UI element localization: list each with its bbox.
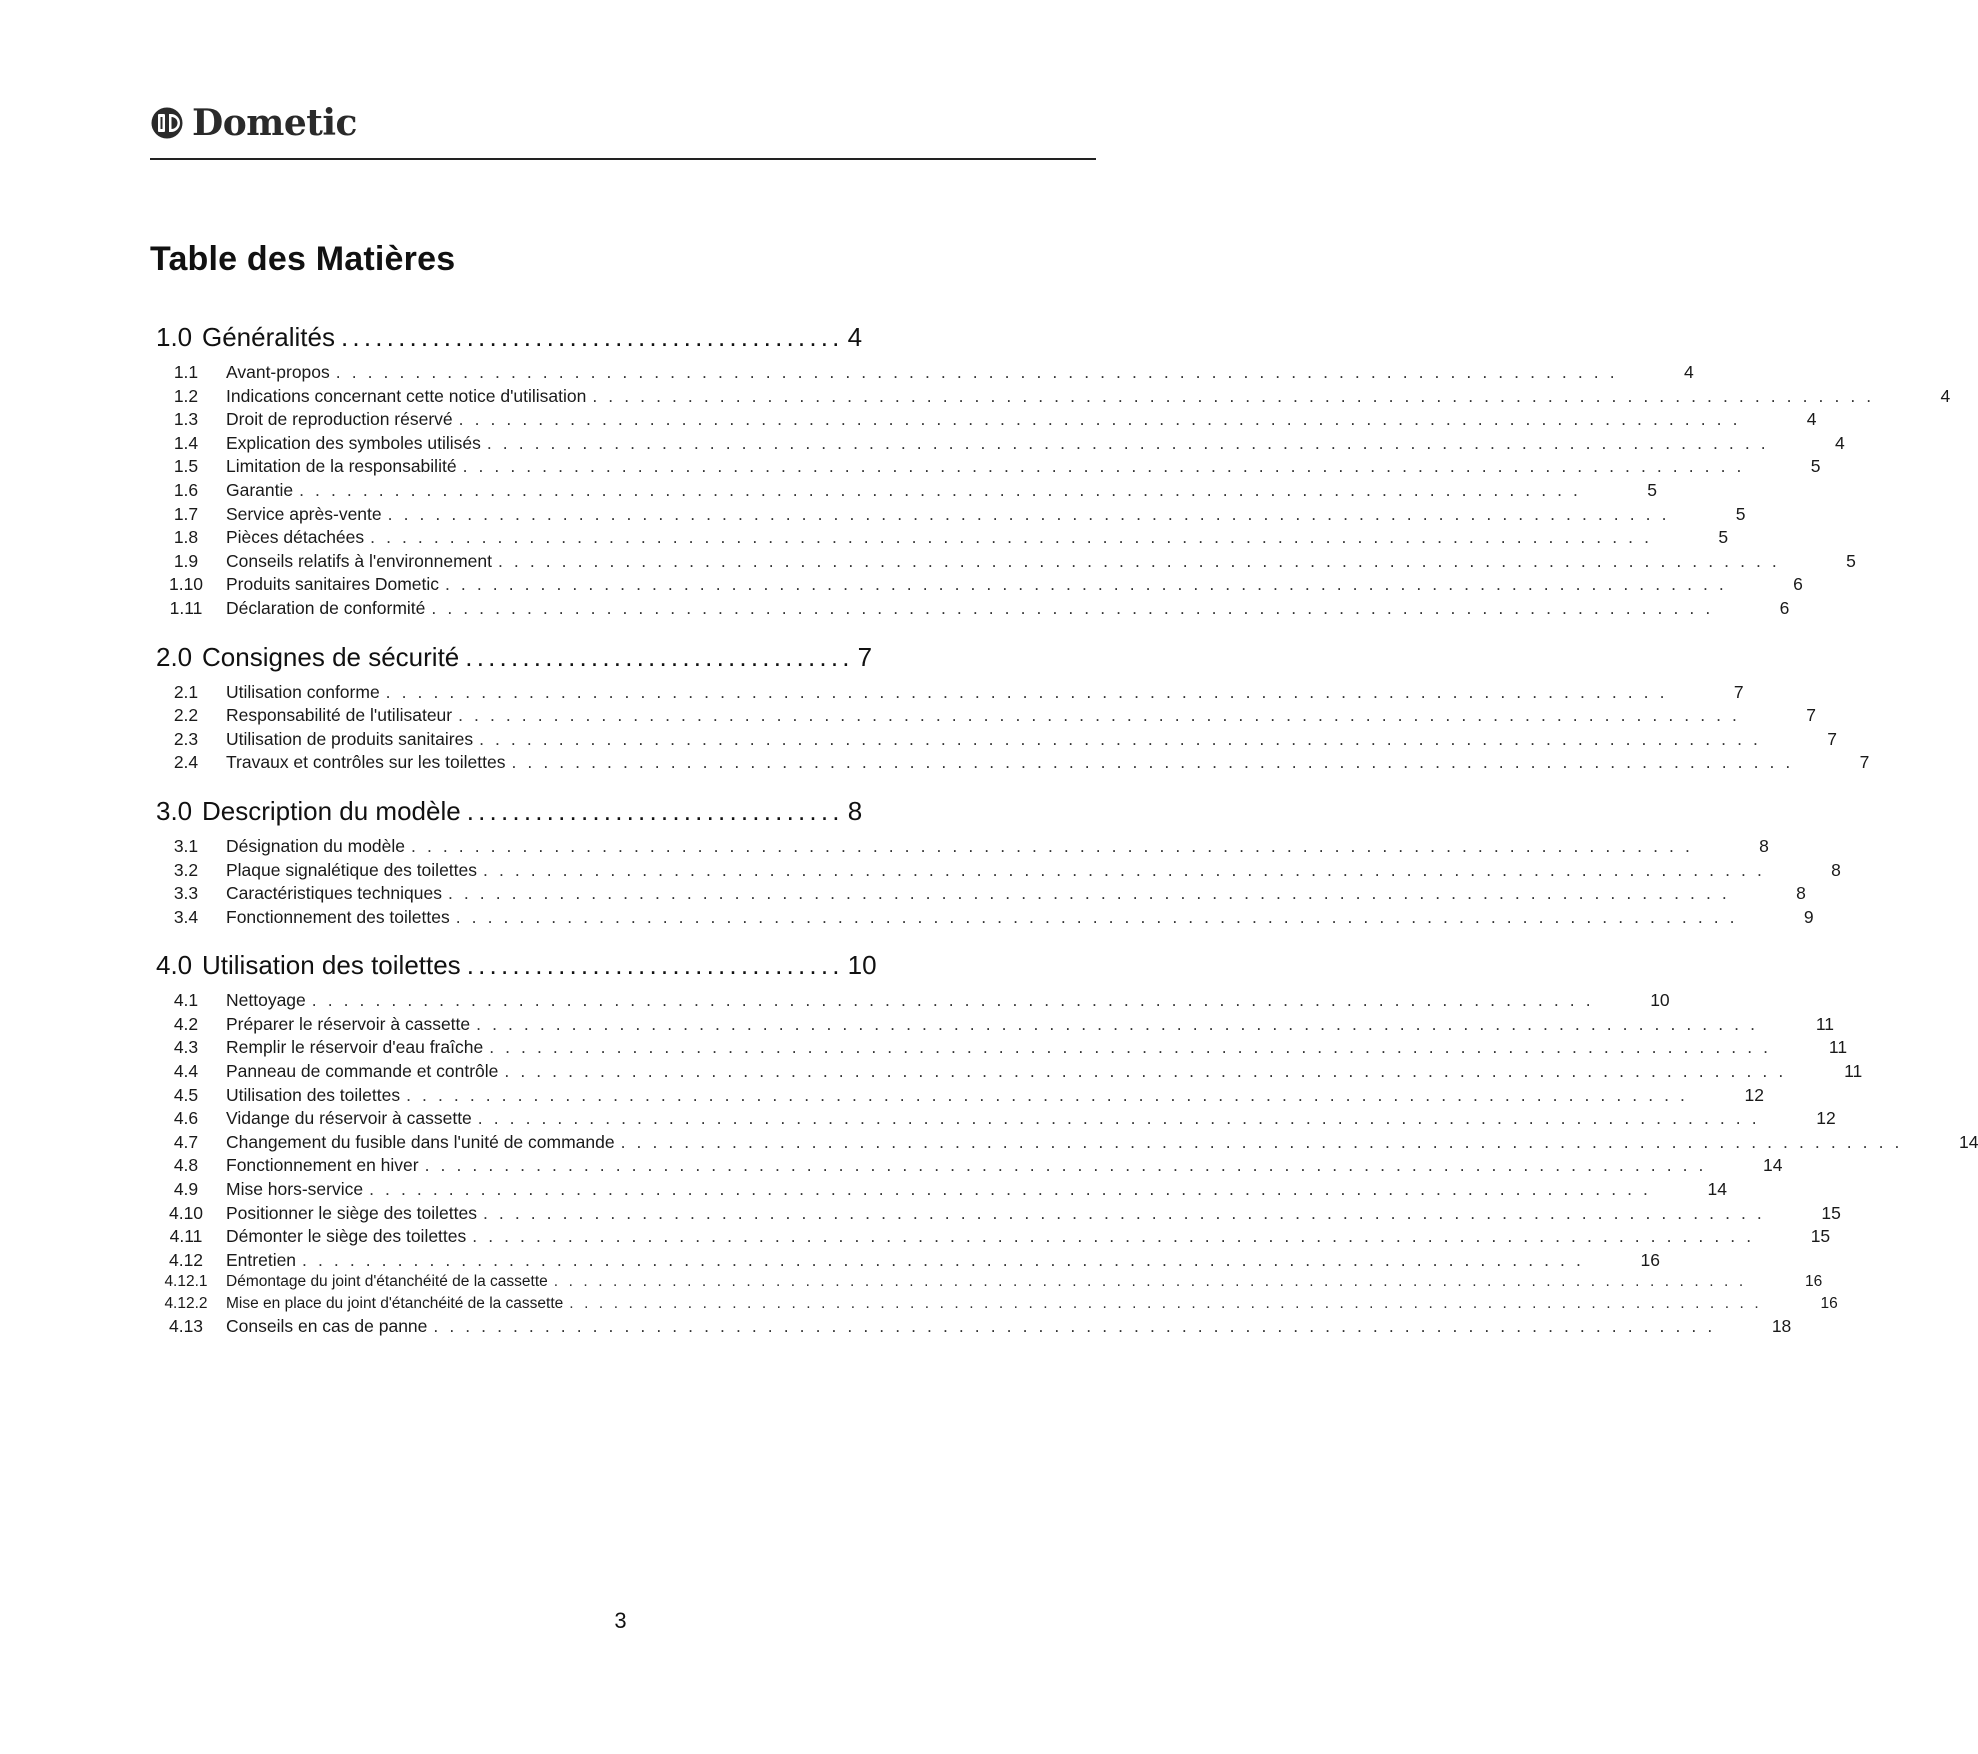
- toc-entry-number: 1.3: [173, 409, 199, 430]
- toc-entry[interactable]: [150, 503, 1746, 528]
- toc-entry[interactable]: [150, 550, 1856, 575]
- toc-entry-number: 2.1: [173, 681, 199, 702]
- toc-dot-leader: . . . . . . . . . . . . . . . . . . . . . . . . . . . . . . . . . . . . . . . . . . . . . . . . . . . . . . . . . . . . . . . . . . . . . . . . . . . . . . . . .: [433, 1316, 1716, 1337]
- toc-dot-leader: . . . . . . . . . . . . . . . . . . . . . . . . . . . . . . . . . . . . . . . . . . . . . . . . . . . . . . . . . . . . . . . . . . . . . . . . . . . . . . . . .: [482, 1202, 1765, 1223]
- toc-entry-page: 10: [1650, 990, 1670, 1011]
- toc-entry-title: Déclaration de conformité: [226, 597, 426, 618]
- toc-section: [150, 322, 1951, 622]
- toc-entry-page: 5: [1846, 550, 1856, 571]
- toc-section-title: Consignes de sécurité: [202, 641, 460, 672]
- toc-entry-title: Fonctionnement en hiver: [226, 1155, 419, 1176]
- toc-entry-title: Utilisation conforme: [226, 681, 380, 702]
- toc-section-heading[interactable]: [150, 796, 1110, 836]
- toc-entry-page: 11: [1828, 1037, 1848, 1058]
- toc-dot-leader: . . . . . . . . . . . . . . . . . . . . . . . . . . . . . . . . . . . . . . . . . . . . . . . . . . . . . . . . . . . . . . . . . . . . . . . . . . . . . . . . .: [406, 1084, 1689, 1105]
- table-of-contents: [150, 322, 1978, 1360]
- toc-dot-leader: . . . . . . . . . . . . . . . . . . . . . . . . . . . . . . . . . . . . . . . . . . . . . . . . . . . . . . . . . . . . . . . . . . . . . . . . . . . . . . . . .: [369, 1179, 1652, 1200]
- toc-dot-leader: . . . . . . . . . . . . . . . . . . . . . . . . . . . . . . . . . . . . . . . . . . . . . . . . . . . . . . . . . . . . . . . . . . . . . . . . . . . . . . . . .: [335, 362, 1618, 382]
- toc-entry-title: Pièces détachées: [226, 527, 365, 548]
- toc-entry[interactable]: [150, 883, 1806, 907]
- dometic-logo-icon: [150, 106, 184, 140]
- toc-entry-page: 7: [1806, 705, 1816, 726]
- toc-entry[interactable]: [150, 1131, 1978, 1156]
- toc-entry-title: Produits sanitaires Dometic: [226, 574, 439, 595]
- toc-entry-title: Préparer le réservoir à cassette: [226, 1013, 471, 1034]
- toc-entry-title: Plaque signalétique des toilettes: [226, 859, 478, 880]
- toc-entry-number: 4.8: [173, 1155, 199, 1176]
- toc-entry-number: 2.4: [173, 752, 199, 773]
- toc-entry-title: Fonctionnement des toilettes: [226, 906, 450, 927]
- toc-dot-leader: . . . . . . . . . . . . . . . . . . . . . . . . . . . . . . . . . . . . . . . . . . . . . . . . . . . . . . . . . . . . . . . . . . . . . . . . . . . . . . . . .: [489, 1037, 1772, 1058]
- toc-entry-title: Utilisation de produits sanitaires: [226, 728, 474, 749]
- toc-dot-leader: . . . . . . . . . . . . . . . . . . . . . . . . . . . . . . . . . . . . . . . . . . . . . . . . . . . . . . . . . . . . . . . . . . . . . . . . . . . . . . . . .: [486, 432, 1769, 453]
- toc-entry[interactable]: [150, 1155, 1783, 1179]
- toc-entry-page: 4: [1940, 385, 1951, 406]
- toc-dot-leader: . . . . . . . . . . . . . . . . . . . . . . . . . . . . . . . . . . . . . . . . . . . . . . . . . . . . . . . . . . . . . . . . . . . . . . . . . . . . . . . . .: [592, 385, 1875, 406]
- toc-entry-number: 4.1: [173, 990, 199, 1011]
- toc-entry-number: 1.11: [169, 597, 203, 618]
- toc-entry-number: 4.13: [168, 1316, 204, 1337]
- toc-entry-title: Garantie: [226, 479, 294, 500]
- toc-entry-title: Explication des symboles utilisés: [226, 432, 481, 453]
- toc-dot-leader: . . . . . . . . . . . . . . . . . . . . . . . . . . . . . . . . . . . . . . . . . . . . . . . . . . . . . . . . . . . . . . . . . . . . . . . . . . . . . . . . .: [424, 1155, 1707, 1176]
- toc-entry[interactable]: [150, 1294, 1838, 1317]
- toc-entry-number: 4.2: [173, 1013, 199, 1034]
- toc-entry[interactable]: [150, 362, 1694, 386]
- toc-entry-number: 1.2: [173, 385, 199, 406]
- toc-entry-page: 5: [1647, 479, 1658, 500]
- toc-entry-number: 1.1: [173, 362, 199, 382]
- toc-entry-page: 4: [1683, 362, 1694, 382]
- toc-dot-leader: ............................................: [340, 322, 844, 352]
- toc-entry-number: 4.10: [168, 1202, 204, 1223]
- toc-dot-leader: .................................: [466, 795, 844, 826]
- toc-entry[interactable]: [150, 705, 1816, 729]
- toc-entry[interactable]: [150, 597, 1790, 622]
- toc-entry-page: 18: [1771, 1316, 1792, 1337]
- toc-entry-page: 5: [1718, 527, 1729, 548]
- toc-entry-title: Démontage du joint d'étanchéité de la cassette: [226, 1273, 548, 1291]
- toc-entry-title: Changement du fusible dans l'unité de commande: [226, 1131, 615, 1152]
- toc-entry-title: Mise hors-service: [226, 1179, 364, 1200]
- toc-entry-page: 16: [1820, 1294, 1838, 1312]
- toc-section-number: 1.0: [156, 322, 193, 352]
- toc-entry[interactable]: [150, 1061, 1863, 1085]
- toc-entry-number: 1.10: [168, 574, 204, 595]
- toc-entry-title: Désignation du modèle: [226, 835, 406, 856]
- toc-dot-leader: . . . . . . . . . . . . . . . . . . . . . . . . . . . . . . . . . . . . . . . . . . . . . . . . . . . . . . . . . . . . . . . . . . . . . . . . . . . . . . . . .: [387, 503, 1670, 524]
- toc-entry-page: 8: [1759, 835, 1769, 856]
- toc-entry-page: 6: [1793, 574, 1803, 595]
- toc-entry-title: Démonter le siège des toilettes: [226, 1226, 467, 1247]
- toc-entry-number: 4.5: [173, 1084, 199, 1105]
- toc-entry-number: 1.9: [173, 550, 199, 571]
- brand-name: Dometic: [192, 102, 357, 144]
- toc-entry-page: 8: [1796, 883, 1806, 904]
- toc-entry-number: 3.2: [173, 859, 199, 880]
- toc-entry-page: 15: [1821, 1202, 1841, 1223]
- toc-entry-page: 4: [1835, 432, 1845, 453]
- toc-dot-leader: . . . . . . . . . . . . . . . . . . . . . . . . . . . . . . . . . . . . . . . . . . . . . . . . . . . . . . . . . . . . . . . . . . . . . . . . . . . . . . . . .: [411, 835, 1693, 856]
- toc-dot-leader: . . . . . . . . . . . . . . . . . . . . . . . . . . . . . . . . . . . . . . . . . . . . . . . . . . . . . . . . . . . . . . . . . . . . . . . . . . . . . . . . .: [569, 1294, 1762, 1312]
- toc-entry-number: 4.4: [173, 1061, 199, 1082]
- toc-dot-leader: . . . . . . . . . . . . . . . . . . . . . . . . . . . . . . . . . . . . . . . . . . . . . . . . . . . . . . . . . . . . . . . . . . . . . . . . . . . . . . . . .: [458, 409, 1741, 430]
- toc-entry[interactable]: [150, 906, 1814, 931]
- toc-entry[interactable]: [150, 527, 1729, 551]
- toc-entry[interactable]: [150, 990, 1670, 1014]
- toc-entry-title: Conseils relatifs à l'environnement: [226, 550, 492, 571]
- toc-entry-number: 3.1: [173, 835, 199, 856]
- toc-entry-page: 12: [1744, 1084, 1765, 1105]
- toc-entry[interactable]: [150, 1037, 1848, 1061]
- toc-dot-leader: . . . . . . . . . . . . . . . . . . . . . . . . . . . . . . . . . . . . . . . . . . . . . . . . . . . . . . . . . . . . . . . . . . . . . . . . . . . . . . . . .: [458, 705, 1740, 726]
- toc-entry-number: 3.3: [173, 883, 199, 904]
- toc-section-number: 2.0: [156, 641, 193, 672]
- toc-entry[interactable]: [150, 1013, 1835, 1038]
- toc-entry[interactable]: [150, 409, 1817, 433]
- toc-dot-leader: . . . . . . . . . . . . . . . . . . . . . . . . . . . . . . . . . . . . . . . . . . . . . . . . . . . . . . . . . . . . . . . . . . . . . . . . . . . . . . . . .: [462, 456, 1745, 477]
- toc-entry-number: 1.8: [173, 527, 199, 548]
- toc-entry-page: 14: [1959, 1131, 1978, 1152]
- toc-entry-number: 4.7: [173, 1131, 199, 1152]
- toc-entry-page: 4: [1806, 409, 1817, 430]
- toc-entry-page: 9: [1803, 906, 1814, 927]
- toc-dot-leader: . . . . . . . . . . . . . . . . . . . . . . . . . . . . . . . . . . . . . . . . . . . . . . . . . . . . . . . . . . . . . . . . . . . . . . . . . . . . . . . . .: [483, 859, 1765, 880]
- toc-section-page: 7: [857, 641, 873, 672]
- page-title: Table des Matières: [150, 240, 456, 278]
- toc-entry-page: 7: [1827, 728, 1837, 749]
- toc-entry[interactable]: [150, 1084, 1765, 1109]
- toc-section: [150, 641, 1870, 776]
- toc-entry-title: Panneau de commande et contrôle: [226, 1061, 499, 1082]
- toc-entry[interactable]: [150, 385, 1951, 410]
- toc-entry-page: 8: [1831, 859, 1841, 880]
- toc-dot-leader: . . . . . . . . . . . . . . . . . . . . . . . . . . . . . . . . . . . . . . . . . . . . . . . . . . . . . . . . . . . . . . . . . . . . . . . . . . . . . . . . .: [476, 1013, 1759, 1034]
- toc-entry-number: 4.11: [169, 1226, 203, 1247]
- toc-entry-title: Service après-vente: [226, 503, 382, 524]
- toc-entry[interactable]: [150, 1108, 1836, 1132]
- toc-entry-number: 1.5: [173, 456, 199, 477]
- toc-entry-title: Responsabilité de l'utilisateur: [226, 705, 453, 726]
- toc-entry-page: 11: [1844, 1061, 1863, 1082]
- toc-entry-number: 1.4: [173, 432, 199, 453]
- toc-dot-leader: . . . . . . . . . . . . . . . . . . . . . . . . . . . . . . . . . . . . . . . . . . . . . . . . . . . . . . . . . . . . . . . . . . . . . . . . . . . . . . . . .: [472, 1226, 1755, 1247]
- toc-dot-leader: ..................................: [465, 641, 854, 672]
- toc-entry-page: 12: [1816, 1108, 1836, 1129]
- toc-entry[interactable]: [150, 479, 1658, 504]
- toc-entry-title: Vidange du réservoir à cassette: [226, 1108, 472, 1129]
- toc-entry-page: 16: [1804, 1273, 1823, 1291]
- toc-entry-title: Remplir le réservoir d'eau fraîche: [226, 1037, 484, 1058]
- toc-entry-title: Utilisation des toilettes: [226, 1084, 401, 1105]
- toc-entry-page: 5: [1735, 503, 1746, 524]
- toc-dot-leader: . . . . . . . . . . . . . . . . . . . . . . . . . . . . . . . . . . . . . . . . . . . . . . . . . . . . . . . . . . . . . . . . . . . . . . . . . . . . . . . . .: [479, 728, 1761, 749]
- toc-section-title: Utilisation des toilettes: [202, 950, 461, 981]
- toc-entry-title: Nettoyage: [226, 990, 306, 1011]
- toc-dot-leader: . . . . . . . . . . . . . . . . . . . . . . . . . . . . . . . . . . . . . . . . . . . . . . . . . . . . . . . . . . . . . . . . . . . . . . . . . . . . . . . . .: [553, 1273, 1747, 1291]
- toc-section-number: 4.0: [156, 950, 193, 981]
- toc-entry-number: 4.6: [173, 1108, 199, 1129]
- toc-entry-page: 14: [1763, 1155, 1783, 1176]
- toc-dot-leader: . . . . . . . . . . . . . . . . . . . . . . . . . . . . . . . . . . . . . . . . . . . . . . . . . . . . . . . . . . . . . . . . . . . . . . . . . . . . . . . . .: [431, 597, 1714, 618]
- toc-entry[interactable]: [150, 1226, 1831, 1250]
- toc-section: [150, 950, 1978, 1340]
- toc-entry-title: Positionner le siège des toilettes: [226, 1202, 477, 1223]
- toc-dot-leader: . . . . . . . . . . . . . . . . . . . . . . . . . . . . . . . . . . . . . . . . . . . . . . . . . . . . . . . . . . . . . . . . . . . . . . . . . . . . . . . . .: [302, 1249, 1584, 1270]
- toc-entry-number: 4.9: [173, 1179, 199, 1200]
- toc-dot-leader: . . . . . . . . . . . . . . . . . . . . . . . . . . . . . . . . . . . . . . . . . . . . . . . . . . . . . . . . . . . . . . . . . . . . . . . . . . . . . . . . .: [445, 574, 1727, 595]
- toc-entry-number: 4.3: [173, 1037, 199, 1058]
- toc-section-title: Description du modèle: [202, 795, 461, 826]
- toc-dot-leader: . . . . . . . . . . . . . . . . . . . . . . . . . . . . . . . . . . . . . . . . . . . . . . . . . . . . . . . . . . . . . . . . . . . . . . . . . . . . . . . . .: [370, 527, 1653, 548]
- toc-entry-number: 2.2: [173, 705, 199, 726]
- toc-dot-leader: . . . . . . . . . . . . . . . . . . . . . . . . . . . . . . . . . . . . . . . . . . . . . . . . . . . . . . . . . . . . . . . . . . . . . . . . . . . . . . . . .: [477, 1108, 1760, 1129]
- toc-entry-number: 4.12.2: [164, 1294, 208, 1312]
- toc-entry[interactable]: [150, 456, 1821, 480]
- toc-entry[interactable]: [150, 859, 1841, 884]
- toc-entry-page: 6: [1779, 597, 1790, 618]
- toc-entry-page: 11: [1815, 1013, 1835, 1034]
- toc-dot-leader: . . . . . . . . . . . . . . . . . . . . . . . . . . . . . . . . . . . . . . . . . . . . . . . . . . . . . . . . . . . . . . . . . . . . . . . . . . . . . . . . .: [497, 550, 1780, 571]
- toc-entry-number: 1.6: [173, 479, 199, 500]
- toc-dot-leader: . . . . . . . . . . . . . . . . . . . . . . . . . . . . . . . . . . . . . . . . . . . . . . . . . . . . . . . . . . . . . . . . . . . . . . . . . . . . . . . . .: [385, 681, 1668, 702]
- toc-dot-leader: . . . . . . . . . . . . . . . . . . . . . . . . . . . . . . . . . . . . . . . . . . . . . . . . . . . . . . . . . . . . . . . . . . . . . . . . . . . . . . . . .: [511, 752, 1794, 773]
- toc-entry-page: 15: [1810, 1226, 1831, 1247]
- toc-entry-page: 16: [1640, 1249, 1660, 1270]
- toc-section: [150, 795, 1841, 930]
- brand-logo: [150, 102, 357, 144]
- toc-entry-title: Limitation de la responsabilité: [226, 456, 457, 477]
- toc-dot-leader: . . . . . . . . . . . . . . . . . . . . . . . . . . . . . . . . . . . . . . . . . . . . . . . . . . . . . . . . . . . . . . . . . . . . . . . . . . . . . . . . .: [299, 479, 1582, 500]
- toc-entry[interactable]: [150, 728, 1837, 753]
- toc-entry-title: Travaux et contrôles sur les toilettes: [226, 752, 506, 773]
- toc-dot-leader: . . . . . . . . . . . . . . . . . . . . . . . . . . . . . . . . . . . . . . . . . . . . . . . . . . . . . . . . . . . . . . . . . . . . . . . . . . . . . . . . .: [455, 906, 1738, 927]
- toc-section-page: 10: [847, 950, 877, 981]
- toc-entry-number: 2.3: [173, 728, 199, 749]
- toc-entry-number: 1.7: [173, 503, 199, 524]
- toc-entry-number: 4.12: [168, 1249, 204, 1270]
- toc-dot-leader: . . . . . . . . . . . . . . . . . . . . . . . . . . . . . . . . . . . . . . . . . . . . . . . . . . . . . . . . . . . . . . . . . . . . . . . . . . . . . . . . .: [447, 883, 1730, 904]
- toc-entry-title: Indications concernant cette notice d'utilisation: [226, 385, 587, 406]
- toc-entry-title: Caractéristiques techniques: [226, 883, 442, 904]
- toc-section-title: Généralités: [202, 322, 335, 352]
- toc-entry-page: 5: [1810, 456, 1821, 477]
- toc-section-heading[interactable]: [150, 950, 1110, 990]
- toc-section-page: 4: [847, 322, 863, 352]
- toc-entry-title: Mise en place du joint d'étanchéité de la cassette: [226, 1294, 564, 1312]
- toc-entry[interactable]: [150, 1202, 1841, 1227]
- page-header: [150, 100, 1096, 160]
- toc-entry[interactable]: [150, 752, 1870, 776]
- toc-dot-leader: . . . . . . . . . . . . . . . . . . . . . . . . . . . . . . . . . . . . . . . . . . . . . . . . . . . . . . . . . . . . . . . . . . . . . . . . . . . . . . . . .: [620, 1131, 1903, 1152]
- toc-entry[interactable]: [150, 1273, 1823, 1295]
- toc-entry[interactable]: [150, 1179, 1728, 1203]
- toc-entry[interactable]: [150, 835, 1769, 860]
- toc-section-number: 3.0: [156, 795, 193, 826]
- toc-entry-page: 7: [1733, 681, 1744, 702]
- toc-entry-title: Avant-propos: [226, 362, 330, 382]
- toc-entry[interactable]: [150, 1249, 1660, 1274]
- toc-entry-page: 7: [1859, 752, 1870, 773]
- toc-entry-number: 4.12.1: [164, 1273, 208, 1291]
- toc-section-heading[interactable]: [150, 642, 1110, 682]
- toc-entry[interactable]: [150, 574, 1803, 598]
- toc-entry-title: Entretien: [226, 1249, 297, 1270]
- toc-entry[interactable]: [150, 1316, 1792, 1340]
- toc-section-heading[interactable]: [150, 322, 1110, 362]
- toc-entry[interactable]: [150, 432, 1845, 457]
- toc-entry-number: 3.4: [173, 906, 199, 927]
- toc-entry[interactable]: [150, 681, 1744, 706]
- toc-dot-leader: . . . . . . . . . . . . . . . . . . . . . . . . . . . . . . . . . . . . . . . . . . . . . . . . . . . . . . . . . . . . . . . . . . . . . . . . . . . . . . . . .: [504, 1061, 1787, 1082]
- toc-entry-page: 14: [1707, 1179, 1728, 1200]
- page-number: 3: [614, 1608, 627, 1633]
- toc-entry-title: Conseils en cas de panne: [226, 1316, 428, 1337]
- toc-dot-leader: .................................: [466, 950, 844, 981]
- toc-entry-title: Droit de reproduction réservé: [226, 409, 453, 430]
- toc-section-page: 8: [847, 795, 863, 826]
- toc-dot-leader: . . . . . . . . . . . . . . . . . . . . . . . . . . . . . . . . . . . . . . . . . . . . . . . . . . . . . . . . . . . . . . . . . . . . . . . . . . . . . . . . .: [311, 990, 1594, 1011]
